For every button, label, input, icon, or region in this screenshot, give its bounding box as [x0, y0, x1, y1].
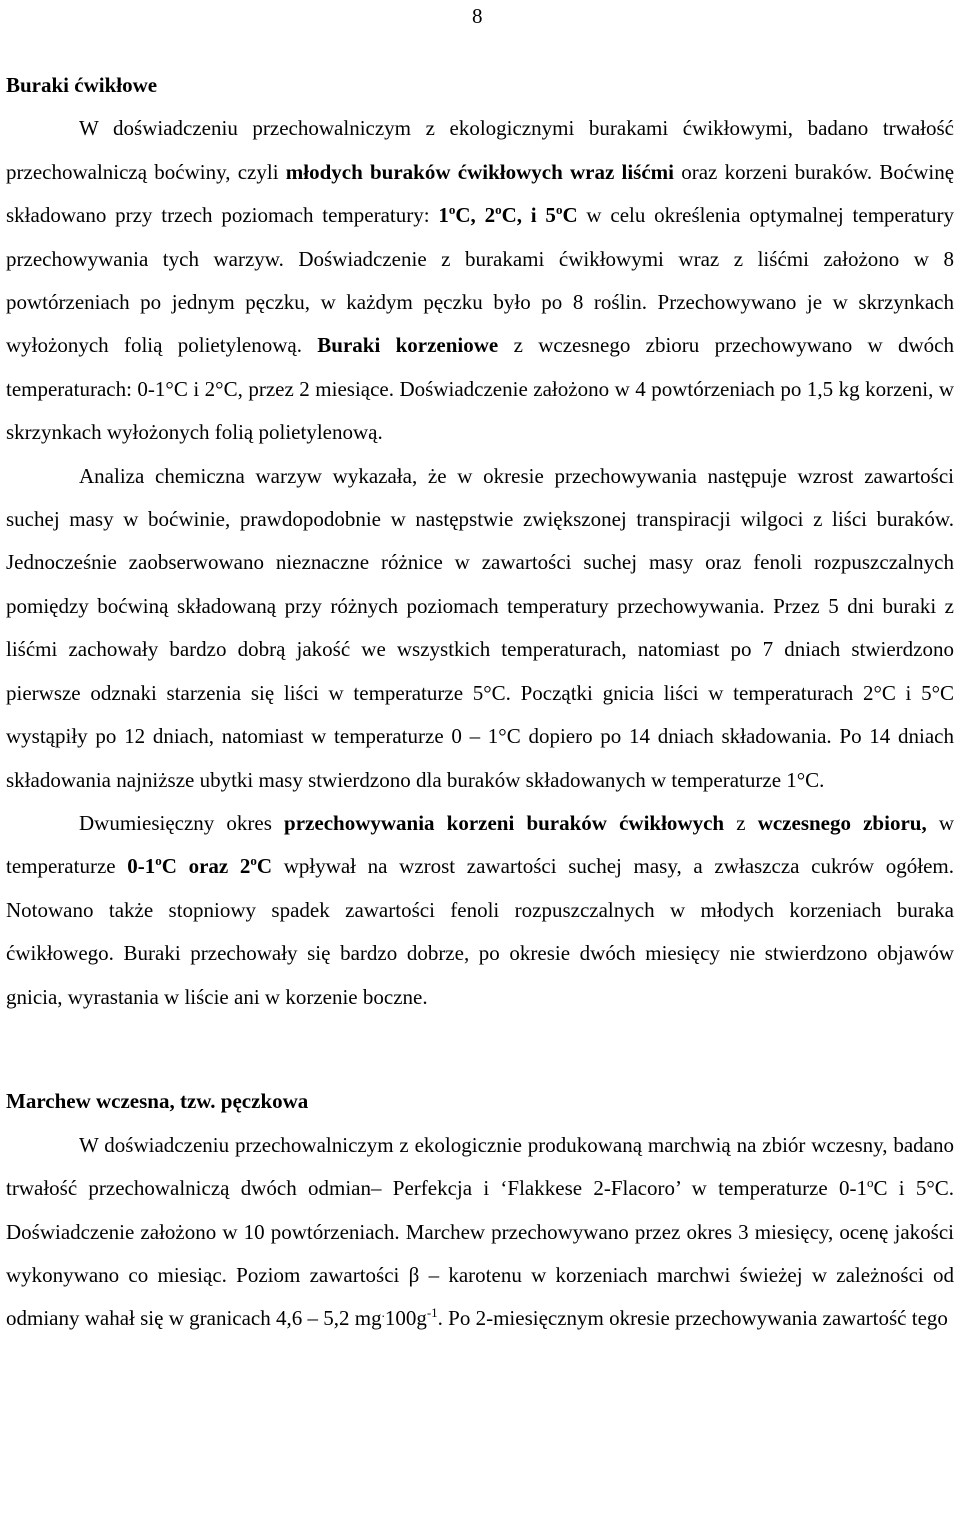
bold-run: 0-1 — [127, 854, 156, 879]
blank-line — [6, 1019, 954, 1062]
bold-run: wczesnego zbioru, — [757, 810, 927, 835]
bold-run: C, 2 — [455, 203, 496, 228]
section-heading-beets: Buraki ćwikłowe — [6, 73, 158, 97]
degree-superscript: o — [866, 1175, 874, 1191]
bold-run: C — [562, 203, 578, 228]
bold-run: 1 — [438, 203, 449, 228]
bold-run: C, i 5 — [501, 203, 556, 228]
degree-superscript: o — [555, 202, 563, 218]
document-body — [6, 64, 954, 1341]
carrot-paragraph-1 — [6, 1124, 954, 1341]
exponent-superscript: -1 — [426, 1305, 438, 1321]
bold-run: C oraz 2 — [161, 854, 251, 879]
beets-paragraph-1 — [6, 107, 954, 454]
degree-superscript: o — [250, 853, 257, 869]
bold-run: C — [256, 854, 273, 879]
blank-gap — [6, 1062, 954, 1080]
beets-paragraph-2: Analiza chemiczna warzyw wykazała, że w okresie przechowywania następuje wzrost zawartości suchej masy w boćwinie, prawdopodobnie w następstwie zwiększonej transpiracji wilgoci z liści buraków. Jednocześnie zaobserwowano nieznaczne różnice w zawartości suchej masy oraz fenoli rozpuszczalnych pomiędzy boćwiną składowaną przy różnych poziomach temperatury przechowywania. Przez 5 dni buraki z liśćmi zachowały bardzo dobrą jakość we wszystkich temperaturach, natomiast po 7 dniach stwierdzono pierwsze odznaki starzenia się liści w temperaturze 5°C. Początki gnicia liści w temperaturach 2°C i 5°C wystąpiły po 12 dniach, natomiast w temperaturze 0 – 1°C dopiero po 14 dniach składowania. Po 14 dniach składowania najniższe ubytki masy stwierdzono dla buraków składowanych w temperaturze 1°C. — [6, 463, 954, 792]
bold-run: Buraki korzeniowe — [317, 333, 499, 358]
text-run: Dwumiesięczny okres — [79, 810, 285, 835]
text-run: . Po 2-miesięcznym okresie przechowywania zawartość tego — [437, 1306, 948, 1331]
beets-paragraph-3 — [6, 802, 954, 1019]
text-run: oraz korzeni buraków. Boćwinę składowano przy trzech poziomach temperatury: — [6, 159, 955, 228]
section-heading-carrot: Marchew wczesna, tzw. pęczkowa — [6, 1089, 309, 1114]
text-run: w temperaturze — [6, 810, 954, 879]
degree-superscript: o — [495, 202, 502, 218]
text-run: W doświadczeniu przechowalniczym z ekologicznie produkowaną marchwią na zbiór wczesny, badano trwałość przechowalniczą dwóch odmian– Perfekcja i ‘Flakkese 2-Flacoro’ w temperaturze 0-1 — [6, 1132, 954, 1201]
text-run: z wczesnego zbioru przechowywano w dwóch temperaturach: 0-1°C i 2°C, przez 2 miesiące. Doświadczenie założono w 4 powtórzeniach po 1,5 kg korzeni, w skrzynkach wyłożonych folią polietylenową. — [6, 333, 954, 445]
text-run: z — [724, 810, 758, 835]
page-number: 8 — [472, 4, 483, 28]
dot-superscript: . — [381, 1305, 385, 1321]
degree-superscript: o — [448, 202, 456, 218]
text-run: w celu określenia optymalnej temperatury przechowywania tych warzyw. Doświadczenie z burakami ćwikłowymi wraz z liśćmi założono w 8 powtórzeniach po jednym pęczku, w każdym pęczku było po 8 roślin. Przechowywano je w skrzynkach wyłożonych folią polietylenową. — [6, 203, 954, 358]
text-run: W doświadczeniu przechowalniczym z ekologicznymi burakami ćwikłowymi, badano trwałość przechowalniczą boćwiny, czyli — [6, 116, 954, 184]
text-run: wpływał na wzrost zawartości suchej masy, a zwłaszcza cukrów ogółem. Notowano także stopniowy spadek zawartości fenoli rozpuszczalnych w młodych korzeniach buraka ćwikłowego. Buraki przechowały się bardzo dobrze, po okresie dwóch miesięcy nie stwierdzono objawów gnicia, wyrastania w liście ani w korzenie boczne. — [6, 854, 954, 1009]
degree-superscript: o — [155, 853, 162, 869]
bold-run: przechowywania korzeni buraków ćwikłowych — [284, 810, 725, 835]
bold-run: młodych buraków ćwikłowych wraz liśćmi — [285, 159, 674, 184]
text-run: 100g — [384, 1306, 427, 1331]
text-run: C i 5°C. Doświadczenie założono w 10 powtórzeniach. Marchew przechowywano przez okres 3 miesięcy, ocenę jakości wykonywano co miesiąc. Poziom zawartości β – karotenu w korzeniach marchwi świeżej w zależności od odmiany wahał się w granicach 4,6 – 5,2 mg — [6, 1176, 955, 1331]
